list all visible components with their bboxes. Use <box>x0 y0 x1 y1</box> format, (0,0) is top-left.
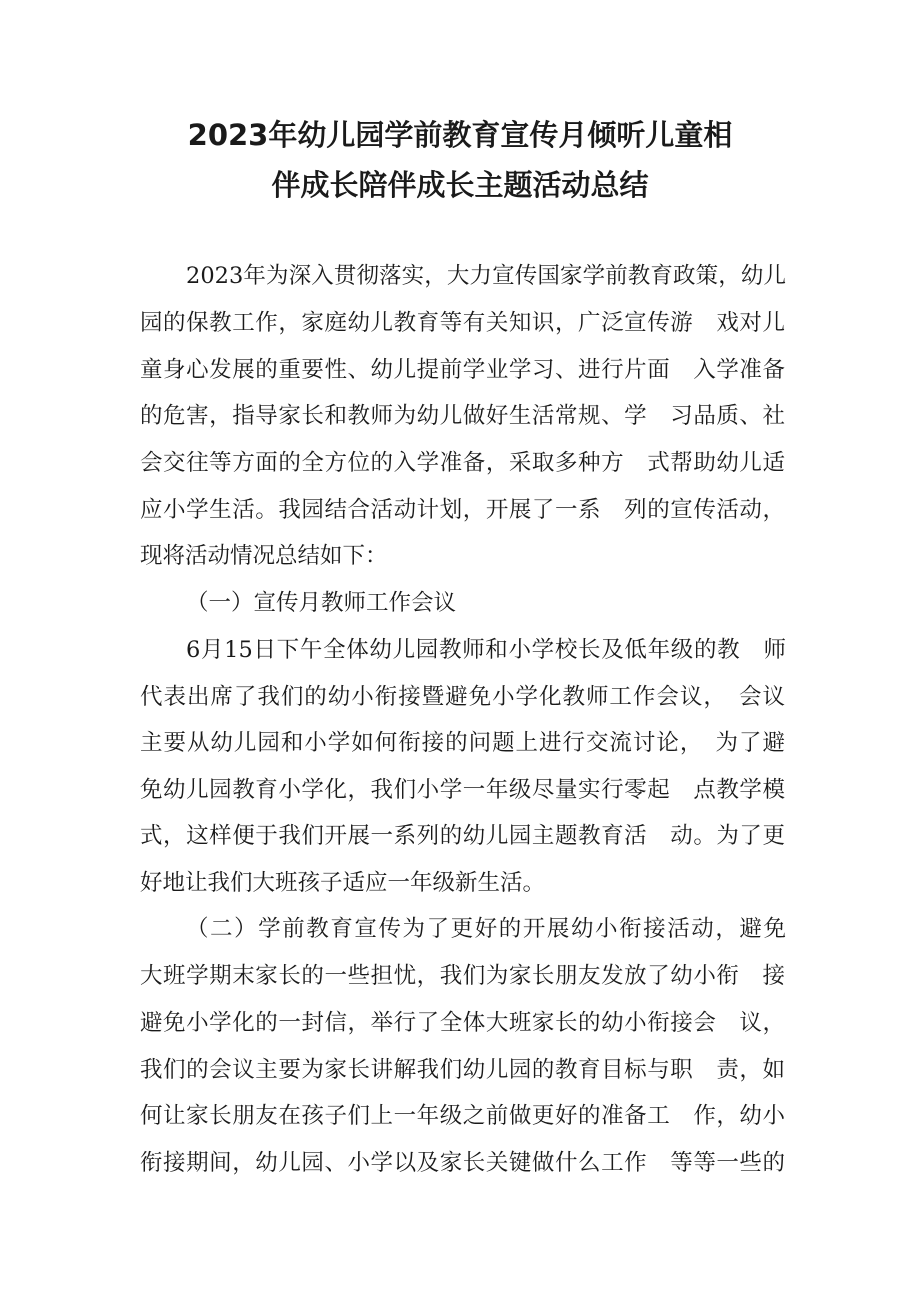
title-line-1: 2023年幼儿园学前教育宣传月倾听儿童相 <box>187 118 733 152</box>
document-title <box>0 110 920 210</box>
title-line-2: 伴成长陪伴成长主题活动总结 <box>271 168 649 202</box>
paragraph-1-line-4: 的危害，指导家长和教师为幼儿做好生活常规、学 习品质、社 <box>140 403 785 429</box>
paragraph-1-line-2: 园的保教工作，家庭幼儿教育等有关知识，广泛宣传游 戏对儿 <box>140 310 785 336</box>
paragraph-2-line-1: 6月15日下午全体幼儿园教师和小学校长及低年级的教 师 <box>186 637 786 663</box>
paragraph-3-line-5: 何让家长朋友在孩子们上一年级之前做更好的准备工 作，幼小 <box>140 1103 785 1129</box>
paragraph-2-line-3: 主要从幼儿园和小学如何衔接的问题上进行交流讨论， 为了避 <box>140 730 785 756</box>
paragraph-2-line-5: 式，这样便于我们开展一系列的幼儿园主题教育活 动。为了更 <box>140 823 785 849</box>
paragraph-3-line-3: 避免小学化的一封信，举行了全体大班家长的幼小衔接会 议， <box>140 1010 785 1036</box>
paragraph-3-line-2: 大班学期末家长的一些担忧，我们为家长朋友发放了幼小衔 接 <box>140 963 785 989</box>
paragraph-1-line-7: 现将活动情况总结如下： <box>140 543 388 569</box>
section-heading-1: （一）宣传月教师工作会议 <box>186 590 457 616</box>
paragraph-1-line-6: 应小学生活。我园结合活动计划，开展了一系 列的宣传活动， <box>140 497 785 523</box>
paragraph-3-line-1: （二）学前教育宣传为了更好的开展幼小衔接活动，避免 <box>186 916 786 942</box>
paragraph-1-line-3: 童身心发展的重要性、幼儿提前学业学习、进行片面 入学准备 <box>140 357 785 383</box>
paragraph-1-line-1: 2023年为深入贯彻落实，大力宣传国家学前教育政策，幼儿 <box>186 263 786 289</box>
paragraph-1-line-5: 会交往等方面的全方位的入学准备，采取多种方 式帮助幼儿适 <box>140 450 785 476</box>
paragraph-3-line-4: 我们的会议主要为家长讲解我们幼儿园的教育目标与职 责，如 <box>140 1057 785 1083</box>
paragraph-2-line-6: 好地让我们大班孩子适应一年级新生活。 <box>140 870 546 896</box>
paragraph-3-line-6: 衔接期间，幼儿园、小学以及家长关键做什么工作 等等一些的 <box>140 1150 785 1176</box>
paragraph-2-line-2: 代表出席了我们的幼小衔接暨避免小学化教师工作会议， 会议 <box>140 684 785 710</box>
paragraph-2-line-4: 免幼儿园教育小学化，我们小学一年级尽量实行零起 点教学模 <box>140 777 785 803</box>
